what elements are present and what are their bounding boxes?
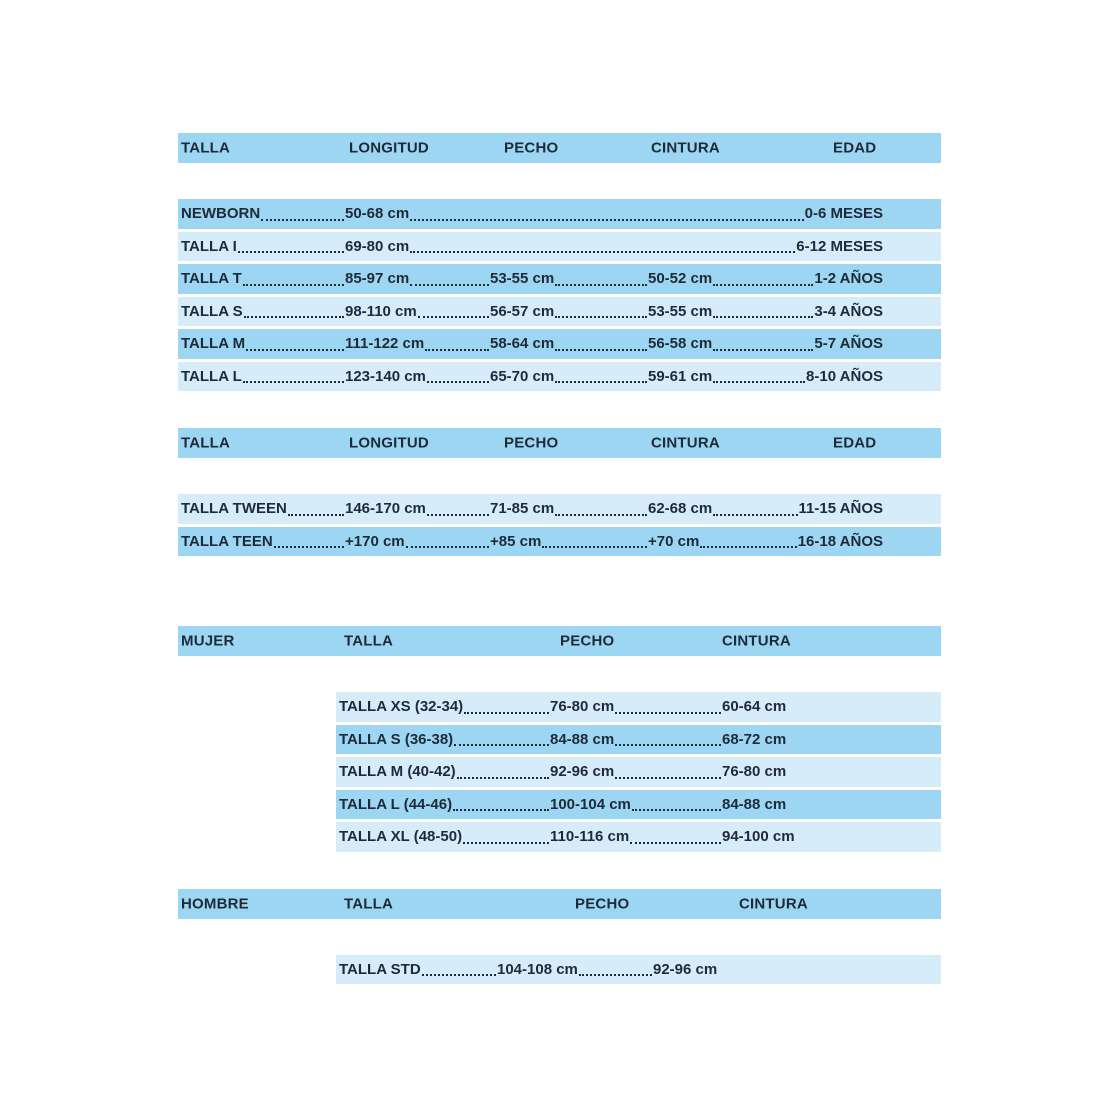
longitud-value: 111-122 cm <box>345 335 425 353</box>
teens-col-edad: EDAD <box>833 434 877 452</box>
teens-col-talla: TALLA <box>181 434 231 452</box>
dot-leader <box>243 381 344 383</box>
kids-col-cintura: CINTURA <box>651 139 720 157</box>
kids-col-pecho: PECHO <box>504 139 559 157</box>
dot-leader <box>427 514 489 516</box>
pecho-value: 71-85 cm <box>490 500 555 518</box>
size-label: TALLA S <box>181 302 243 320</box>
longitud-value: +170 cm <box>345 532 405 550</box>
dot-leader <box>713 349 813 351</box>
size-label: TALLA S (36-38) <box>339 730 454 748</box>
edad-value: 6-12 MESES <box>796 237 883 255</box>
dot-leader <box>555 284 647 286</box>
table-row <box>178 199 941 229</box>
longitud-value: 146-170 cm <box>345 500 426 518</box>
dot-leader <box>427 381 489 383</box>
dot-leader <box>243 284 344 286</box>
table-row <box>336 822 941 852</box>
edad-value: 1-2 AÑOS <box>814 270 883 288</box>
dot-leader <box>238 251 344 253</box>
size-guide-sheet <box>178 0 941 984</box>
cintura-value: 92-96 cm <box>653 960 718 978</box>
dot-leader <box>555 349 647 351</box>
hombre-header-bar <box>178 889 941 919</box>
dot-leader <box>244 316 344 318</box>
size-label: TALLA M <box>181 335 246 353</box>
mujer-col-group: MUJER <box>181 632 235 650</box>
size-label: TALLA TWEEN <box>181 500 287 518</box>
dot-leader <box>630 842 721 844</box>
edad-value: 5-7 AÑOS <box>814 335 883 353</box>
size-label: TALLA T <box>181 270 242 288</box>
edad-value: 8-10 AÑOS <box>806 367 883 385</box>
dot-leader <box>425 349 489 351</box>
dot-leader <box>410 251 795 253</box>
dot-leader <box>422 974 496 976</box>
dot-leader <box>615 712 721 714</box>
longitud-value: 50-68 cm <box>345 205 410 223</box>
table-row <box>336 790 941 820</box>
cintura-value: 60-64 cm <box>722 698 787 716</box>
pecho-value: 100-104 cm <box>550 795 631 813</box>
teens-col-longitud: LONGITUD <box>349 434 429 452</box>
pecho-value: 92-96 cm <box>550 763 615 781</box>
dot-leader <box>700 546 796 548</box>
dot-leader <box>418 316 489 318</box>
table-row <box>336 692 941 722</box>
size-label: TALLA XS (32-34) <box>339 698 464 716</box>
longitud-value: 123-140 cm <box>345 367 426 385</box>
kids-col-talla: TALLA <box>181 139 231 157</box>
size-label: TALLA L (44-46) <box>339 795 453 813</box>
pecho-value: 53-55 cm <box>490 270 555 288</box>
hombre-col-talla: TALLA <box>344 895 394 912</box>
cintura-value: 94-100 cm <box>722 828 795 846</box>
pecho-value: 84-88 cm <box>550 730 615 748</box>
longitud-value: 98-110 cm <box>345 302 417 320</box>
edad-value: 11-15 AÑOS <box>798 500 883 518</box>
table-row <box>178 264 941 294</box>
kids-header-bar <box>178 133 941 163</box>
table-row <box>178 329 941 359</box>
pecho-value: 58-64 cm <box>490 335 555 353</box>
dot-leader <box>713 381 805 383</box>
dot-leader <box>555 316 647 318</box>
teens-col-pecho: PECHO <box>504 434 559 452</box>
kids-col-longitud: LONGITUD <box>349 139 429 157</box>
table-row <box>336 955 941 985</box>
teens-col-cintura: CINTURA <box>651 434 720 452</box>
pecho-value: 65-70 cm <box>490 367 555 385</box>
size-label: TALLA TEEN <box>181 532 273 550</box>
dot-leader <box>555 514 647 516</box>
dot-leader <box>555 381 647 383</box>
size-label: NEWBORN <box>181 205 261 223</box>
dot-leader <box>632 809 721 811</box>
dot-leader <box>410 284 489 286</box>
size-label: TALLA I <box>181 237 237 255</box>
dot-leader <box>464 712 549 714</box>
pecho-value: 76-80 cm <box>550 698 615 716</box>
dot-leader <box>457 777 549 779</box>
table-row <box>336 757 941 787</box>
dot-leader <box>410 219 803 221</box>
cintura-value: 56-58 cm <box>648 335 713 353</box>
longitud-value: 85-97 cm <box>345 270 410 288</box>
mujer-header-bar <box>178 626 941 656</box>
pecho-value: 104-108 cm <box>497 960 578 978</box>
size-label: TALLA XL (48-50) <box>339 828 463 846</box>
size-label: TALLA M (40-42) <box>339 763 456 781</box>
dot-leader <box>453 809 549 811</box>
cintura-value: 84-88 cm <box>722 795 787 813</box>
hombre-col-cintura: CINTURA <box>739 895 808 912</box>
cintura-value: +70 cm <box>648 532 700 550</box>
pecho-value: 110-116 cm <box>550 828 630 846</box>
cintura-value: 59-61 cm <box>648 367 713 385</box>
dot-leader <box>274 546 344 548</box>
cintura-value: 53-55 cm <box>648 302 713 320</box>
edad-value: 16-18 AÑOS <box>797 532 883 550</box>
dot-leader <box>579 974 652 976</box>
dot-leader <box>246 349 344 351</box>
table-row <box>178 362 941 392</box>
cintura-value: 50-52 cm <box>648 270 713 288</box>
hombre-col-pecho: PECHO <box>575 895 630 912</box>
kids-col-edad: EDAD <box>833 139 877 157</box>
edad-value: 3-4 AÑOS <box>814 302 883 320</box>
table-row <box>178 232 941 262</box>
longitud-value: 69-80 cm <box>345 237 410 255</box>
pecho-value: +85 cm <box>490 532 542 550</box>
dot-leader <box>406 546 489 548</box>
cintura-value: 76-80 cm <box>722 763 787 781</box>
cintura-value: 68-72 cm <box>722 730 787 748</box>
mujer-col-talla: TALLA <box>344 632 394 650</box>
dot-leader <box>713 514 797 516</box>
table-row <box>178 527 941 557</box>
teens-header-bar <box>178 428 941 458</box>
mujer-col-pecho: PECHO <box>560 632 615 650</box>
dot-leader <box>261 219 344 221</box>
table-row <box>178 297 941 327</box>
pecho-value: 56-57 cm <box>490 302 555 320</box>
dot-leader <box>615 744 721 746</box>
table-row <box>178 494 941 524</box>
dot-leader <box>713 284 813 286</box>
mujer-col-cintura: CINTURA <box>722 632 791 650</box>
table-row <box>336 725 941 755</box>
size-label: TALLA STD <box>339 960 421 978</box>
hombre-col-group: HOMBRE <box>181 895 249 912</box>
dot-leader <box>463 842 549 844</box>
dot-leader <box>615 777 721 779</box>
dot-leader <box>542 546 647 548</box>
cintura-value: 62-68 cm <box>648 500 713 518</box>
size-label: TALLA L <box>181 367 242 385</box>
dot-leader <box>713 316 813 318</box>
dot-leader <box>288 514 344 516</box>
dot-leader <box>454 744 549 746</box>
edad-value: 0-6 MESES <box>804 205 883 223</box>
